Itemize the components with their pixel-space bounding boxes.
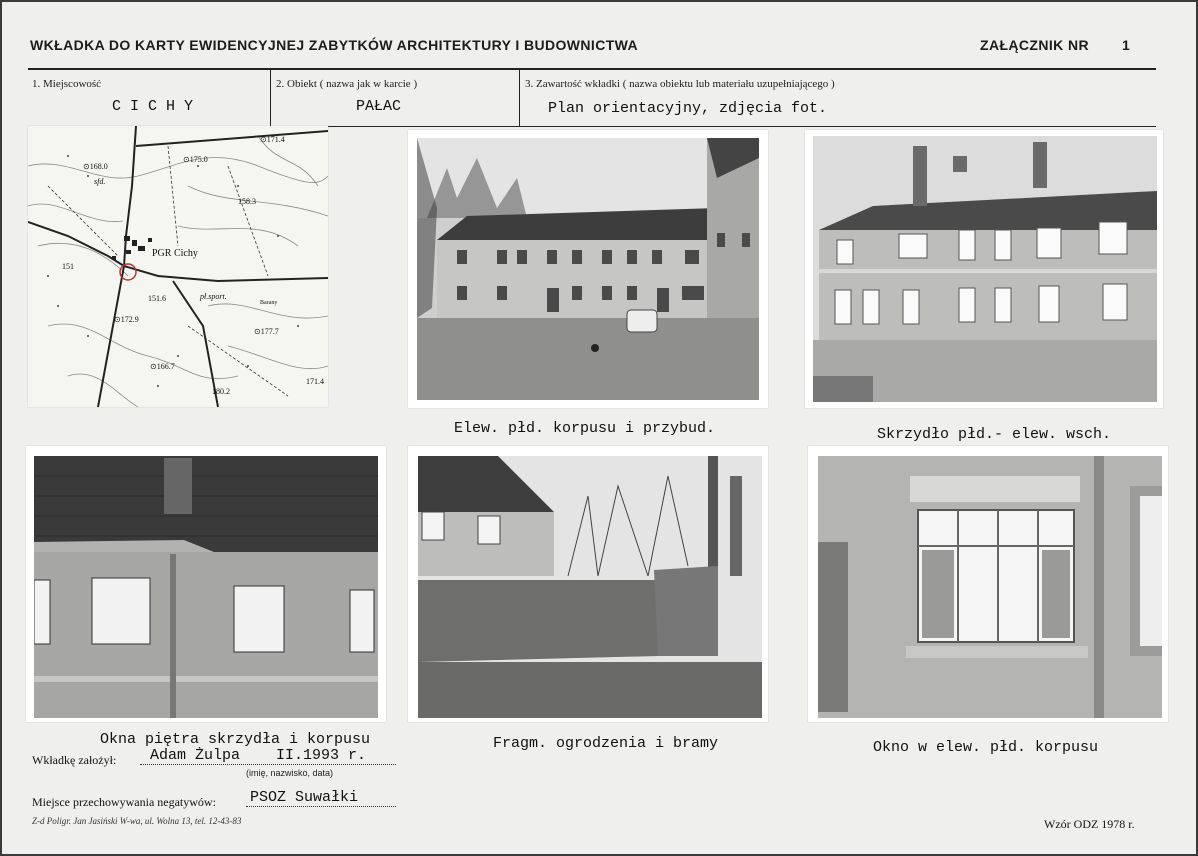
svg-text:sfd.: sfd. [94,177,106,186]
photo-window-detail [808,446,1168,722]
svg-text:158.3: 158.3 [238,197,256,206]
orientation-map [28,126,328,407]
photo-image [418,456,762,718]
field-divider [519,70,520,127]
author-hint: (imię, nazwisko, data) [246,768,334,778]
svg-text:⊙175.0: ⊙175.0 [183,155,208,164]
caption-photo-5: Okno w elew. płd. korpusu [873,739,1099,756]
photo-image [417,138,759,400]
svg-text:180.2: 180.2 [212,387,230,396]
storage-label: Miejsce przechowywania negatywów: [32,795,216,809]
header-rule [28,68,1156,70]
caption-photo-4: Fragm. ogrodzenia i bramy [493,735,719,752]
storage-dotted-line [246,806,396,807]
caption-photo-1: Elew. płd. korpusu i przybud. [454,420,716,437]
caption-photo-3: Okna piętra skrzydła i korpusu [100,731,371,748]
photo-image [813,136,1157,402]
annex-label: ZAŁĄCZNIK NR [980,37,1090,53]
field-2-value: PAŁAC [356,98,402,115]
photo-image [818,456,1162,718]
field-divider [270,70,271,127]
svg-text:⊙168.0: ⊙168.0 [83,162,108,171]
author-value: Adam Żulpa II.1993 r. [150,747,367,764]
svg-text:171.4: 171.4 [306,377,324,386]
field-3-value: Plan orientacyjny, zdjęcia fot. [548,100,828,117]
form-version: Wzór ODZ 1978 r. [1044,817,1135,831]
svg-text:⊙172.9: ⊙172.9 [114,315,139,324]
printer-note: Z-d Poligr. Jan Jasiński W-wa, ul. Wolna 13, tel. 12-43-83 [32,816,242,826]
author-dotted-line [140,764,396,765]
svg-text:151: 151 [62,262,74,271]
svg-text:⊙171.4: ⊙171.4 [260,135,285,144]
document-title: WKŁADKA DO KARTY EWIDENCYJNEJ ZABYTKÓW ARCHITEKTURY I BUDOWNICTWA [30,37,639,53]
svg-text:⊙177.7: ⊙177.7 [254,327,279,336]
field-3-label: 3. Zawartość wkładki ( nazwa obiektu lub materiału uzupełniającego ) [525,78,835,90]
photo-image [34,456,378,718]
field-1-value: C I C H Y [112,98,194,115]
field-2-label: 2. Obiekt ( nazwa jak w karcie ) [276,78,418,90]
annex-number: 1 [1122,37,1131,53]
photo-south-wing-east-elevation [805,130,1163,408]
svg-text:PGR Cichy: PGR Cichy [152,248,198,259]
topographic-map-drawing [28,126,328,407]
svg-text:pł.sport.: pł.sport. [200,292,227,301]
caption-photo-2: Skrzydło płd.- elew. wsch. [877,426,1112,443]
author-label: Wkładkę założył: [32,753,117,767]
photo-south-elevation [408,130,768,408]
svg-text:Barany: Barany [260,300,278,306]
record-sheet [2,2,1196,854]
storage-value: PSOZ Suwałki [250,789,359,806]
svg-text:151.6: 151.6 [148,294,166,303]
photo-upper-floor-windows [26,446,386,722]
svg-text:⊙166.7: ⊙166.7 [150,362,175,371]
field-1-label: 1. Miejscowość [32,78,102,90]
photo-fence-and-gate [408,446,768,722]
